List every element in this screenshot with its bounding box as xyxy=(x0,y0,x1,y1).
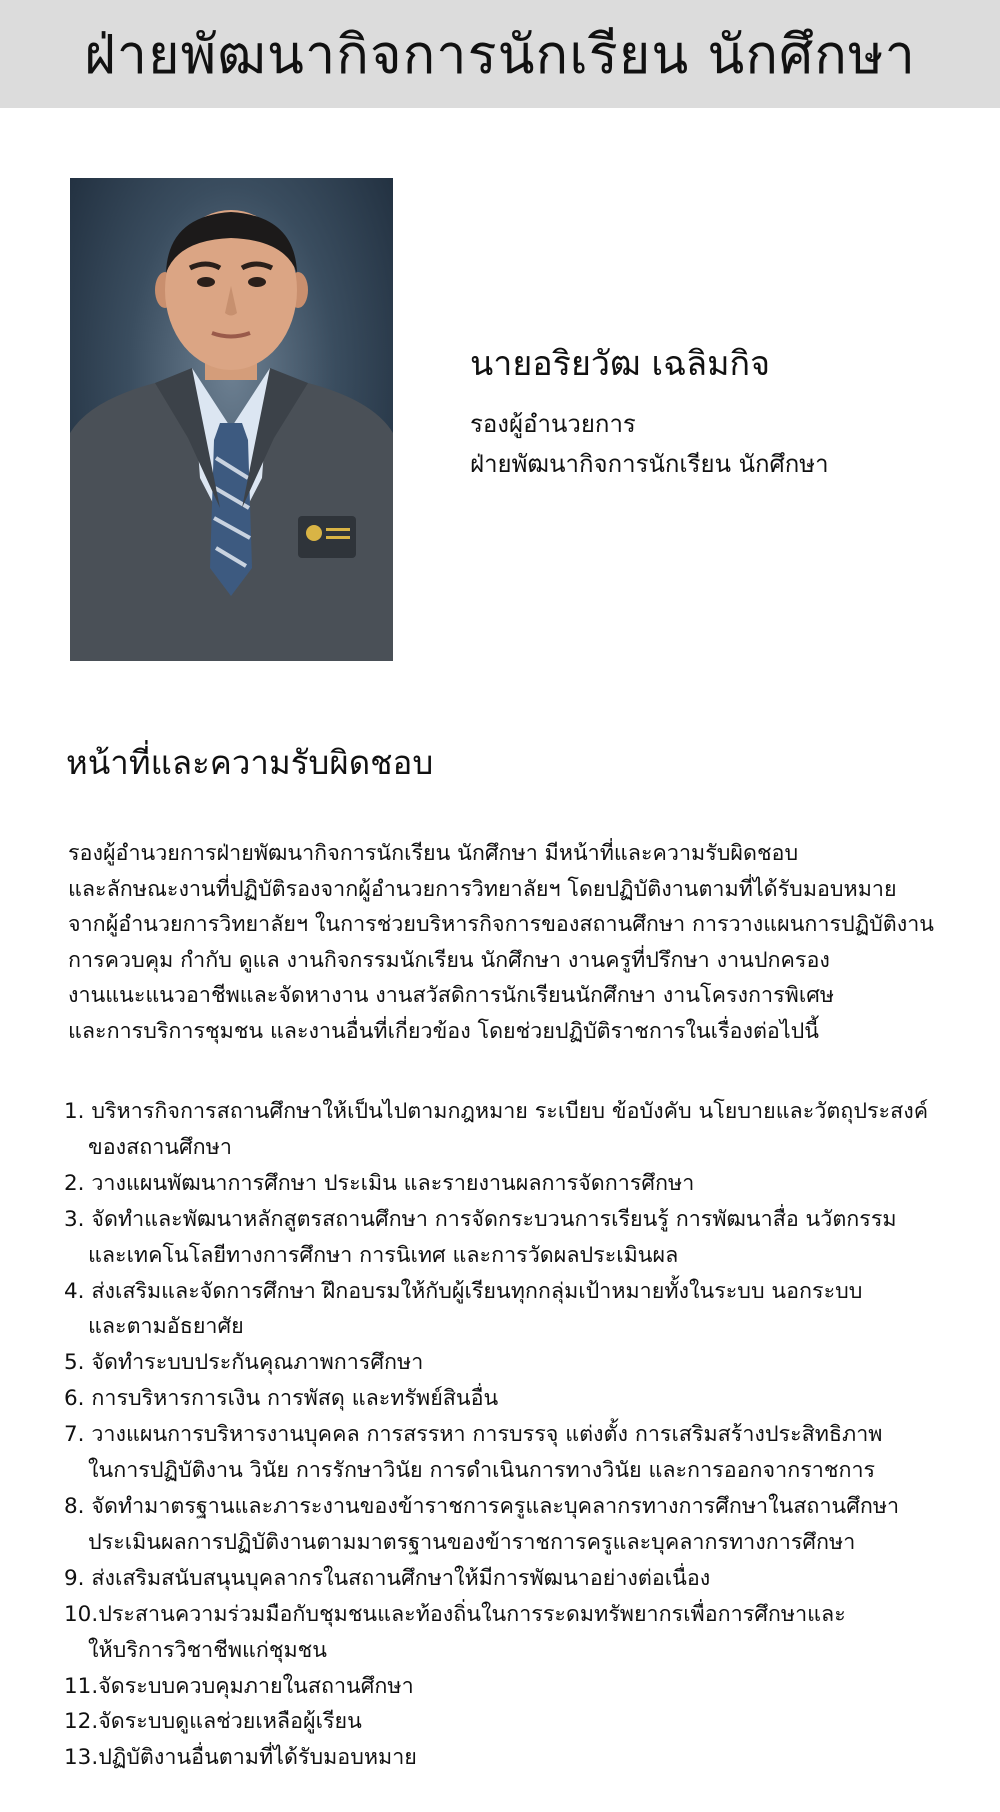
duty-line-continued: ประเมินผลการปฏิบัติงานตามมาตรฐานของข้าราชการครูและบุคลากรทางการศึกษา xyxy=(88,1529,856,1555)
list-item xyxy=(64,1740,989,1776)
list-item xyxy=(64,1489,989,1561)
duty-line: 7. วางแผนการบริหารงานบุคคล การสรรหา การบรรจุ แต่งตั้ง การเสริมสร้างประสิทธิภาพ xyxy=(64,1422,883,1448)
duty-line: 3. จัดทำและพัฒนาหลักสูตรสถานศึกษา การจัดกระบวนการเรียนรู้ การพัฒนาสื่อ นวัตกรรม xyxy=(64,1206,897,1232)
portrait-photo xyxy=(70,178,393,661)
list-item xyxy=(64,1094,989,1166)
person-position: รองผู้อำนวยการ xyxy=(470,410,636,438)
list-item xyxy=(64,1202,989,1274)
list-item xyxy=(64,1417,989,1489)
duty-line-continued: ให้บริการวิชาชีพแก่ชุมชน xyxy=(88,1637,327,1663)
intro-line: และลักษณะงานที่ปฏิบัติรองจากผู้อำนวยการวิทยาลัยฯ โดยปฏิบัติงานตามที่ได้รับมอบหมาย xyxy=(68,876,897,902)
list-item xyxy=(64,1381,989,1417)
intro-line: การควบคุม กำกับ ดูแล งานกิจกรรมนักเรียน นักศึกษา งานครูที่ปรึกษา งานปกครอง xyxy=(68,947,830,973)
list-item xyxy=(64,1561,989,1597)
duty-line-continued: ในการปฏิบัติงาน วินัย การรักษาวินัย การดำเนินการทางวินัย และการออกจากราชการ xyxy=(88,1458,876,1484)
duty-line: 6. การบริหารการเงิน การพัสดุ และทรัพย์สินอื่น xyxy=(64,1386,499,1412)
duties-list xyxy=(64,1094,989,1776)
duty-line-continued: ของสถานศึกษา xyxy=(88,1134,232,1160)
person-name: นายอริยวัฒ เฉลิมกิจ xyxy=(470,344,771,384)
list-item xyxy=(64,1704,989,1740)
list-item xyxy=(64,1669,989,1705)
duty-line: 8. จัดทำมาตรฐานและภาระงานของข้าราชการครูและบุคลากรทางการศึกษาในสถานศึกษา xyxy=(64,1493,900,1519)
duty-line: 13.ปฏิบัติงานอื่นตามที่ได้รับมอบหมาย xyxy=(64,1745,417,1771)
duty-line: 11.จัดระบบควบคุมภายในสถานศึกษา xyxy=(64,1673,414,1699)
duty-line: 10.ประสานความร่วมมือกับชุมชนและท้องถิ่นในการระดมทรัพยากรเพื่อการศึกษาและ xyxy=(64,1601,846,1627)
duty-line-continued: และตามอัธยาศัย xyxy=(88,1314,244,1340)
duty-line: 4. ส่งเสริมและจัดการศึกษา ฝึกอบรมให้กับผู้เรียนทุกกลุ่มเป้าหมายทั้งในระบบ นอกระบบ xyxy=(64,1278,863,1304)
header-banner xyxy=(0,0,1000,108)
person-department: ฝ่ายพัฒนากิจการนักเรียน นักศึกษา xyxy=(470,450,829,478)
page-title: ฝ่ายพัฒนากิจการนักเรียน นักศึกษา xyxy=(84,23,916,86)
list-item xyxy=(64,1345,989,1381)
intro-line: รองผู้อำนวยการฝ่ายพัฒนากิจการนักเรียน นักศึกษา มีหน้าที่และความรับผิดชอบ xyxy=(68,841,799,866)
duty-line: 12.จัดระบบดูแลช่วยเหลือผู้เรียน xyxy=(64,1709,362,1735)
portrait-illustration xyxy=(70,178,393,661)
intro-line: และการบริการชุมชน และงานอื่นที่เกี่ยวข้อง โดยช่วยปฏิบัติราชการในเรื่องต่อไปนี้ xyxy=(68,1018,819,1044)
intro-line: จากผู้อำนวยการวิทยาลัยฯ ในการช่วยบริหารกิจการของสถานศึกษา การวางแผนการปฏิบัติงาน xyxy=(68,912,935,937)
duty-line: 9. ส่งเสริมสนับสนุนบุคลากรในสถานศึกษาให้มีการพัฒนาอย่างต่อเนื่อง xyxy=(64,1565,711,1591)
duty-line-continued: และเทคโนโลยีทางการศึกษา การนิเทศ และการวัดผลประเมินผล xyxy=(88,1242,679,1268)
intro-paragraph xyxy=(68,836,988,1049)
section-heading: หน้าที่และความรับผิดชอบ xyxy=(66,743,434,782)
list-item xyxy=(64,1166,989,1202)
duty-line: 1. บริหารกิจการสถานศึกษาให้เป็นไปตามกฎหมาย ระเบียบ ข้อบังคับ นโยบายและวัตถุประสงค์ xyxy=(64,1099,929,1124)
duty-line: 5. จัดทำระบบประกันคุณภาพการศึกษา xyxy=(64,1350,424,1376)
profile-info xyxy=(470,336,970,484)
intro-line: งานแนะแนวอาชีพและจัดหางาน งานสวัสดิการนักเรียนนักศึกษา งานโครงการพิเศษ xyxy=(68,983,835,1008)
list-item xyxy=(64,1274,989,1346)
list-item xyxy=(64,1597,989,1669)
duty-line: 2. วางแผนพัฒนาการศึกษา ประเมิน และรายงานผลการจัดการศึกษา xyxy=(64,1170,695,1196)
